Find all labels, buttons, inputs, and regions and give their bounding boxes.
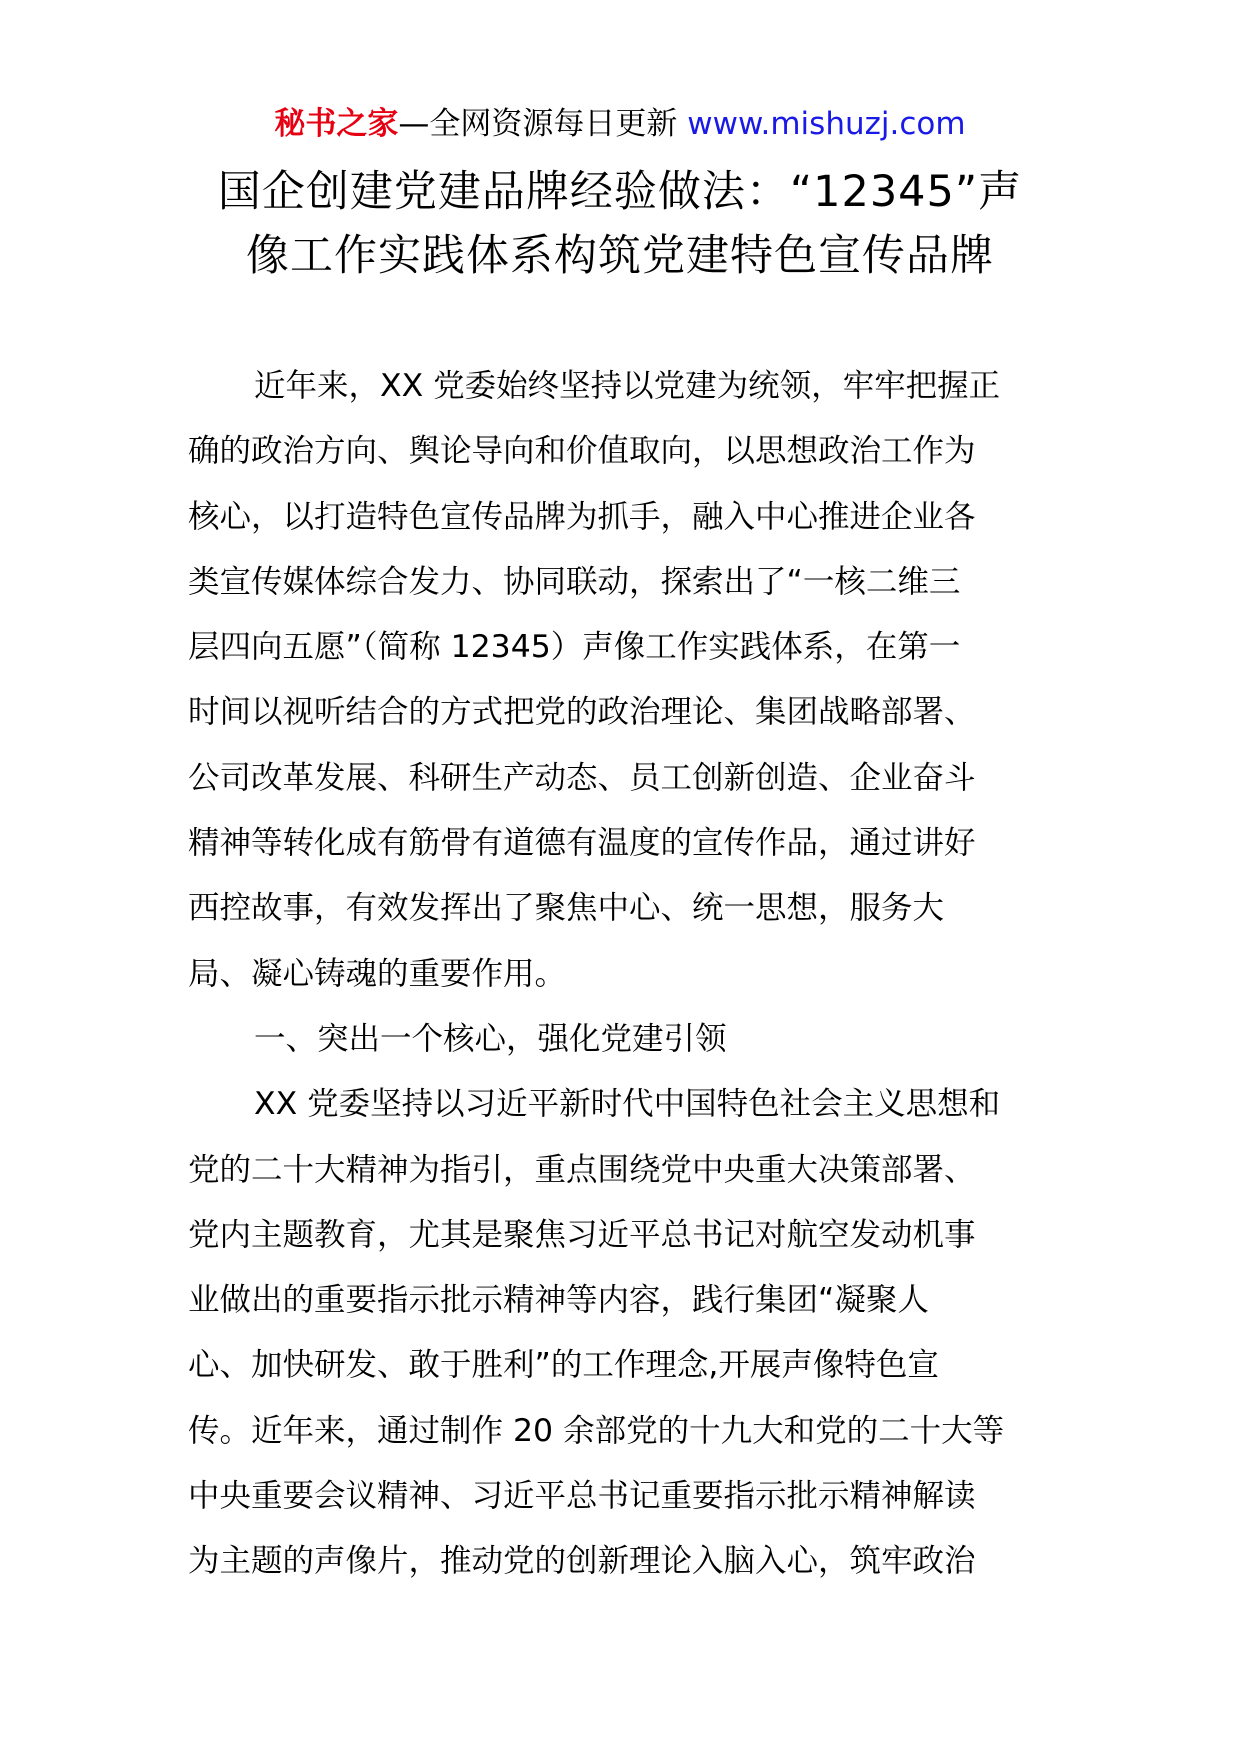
text-line: 时间以视听结合的方式把党的政治理论、集团战略部署、 xyxy=(188,694,976,731)
site-header xyxy=(0,100,1240,148)
document-body xyxy=(188,354,1050,1595)
text-line: 精神等转化成有筋骨有道德有温度的宣传作品，通过讲好 xyxy=(188,825,976,862)
site-url[interactable]: www.mishuzj.com xyxy=(687,106,966,142)
section-heading xyxy=(188,1007,1050,1072)
text-line: 中央重要会议精神、习近平总书记重要指示批示精神解读 xyxy=(188,1478,976,1515)
brand-name: 秘书之家 xyxy=(274,106,399,142)
title-line-2: 像工作实践体系构筑党建特色宣传品牌 xyxy=(246,231,994,281)
title-line-1: 国企创建党建品牌经验做法：“12345”声 xyxy=(217,167,1023,217)
text-line: 确的政治方向、舆论导向和价值取向，以思想政治工作为 xyxy=(188,433,976,470)
text-line: 核心，以打造特色宣传品牌为抓手，融入中心推进企业各 xyxy=(188,498,976,535)
text-line: 层四向五愿”（简称 12345）声像工作实践体系，在第一 xyxy=(188,629,961,666)
text-line: 类宣传媒体综合发力、协同联动，探索出了“一核二维三 xyxy=(188,563,961,600)
text-line: 党内主题教育，尤其是聚焦习近平总书记对航空发动机事 xyxy=(188,1216,976,1253)
text-line: 为主题的声像片，推动党的创新理论入脑入心，筑牢政治 xyxy=(188,1543,976,1580)
text-line: XX 党委坚持以习近平新时代中国特色社会主义思想和 xyxy=(254,1086,1001,1123)
text-line: 近年来，XX 党委始终坚持以党建为统领，牢牢把握正 xyxy=(254,368,1001,404)
intro-paragraph xyxy=(188,354,1050,1007)
text-line: 传。近年来，通过制作 20 余部党的十九大和党的二十大等 xyxy=(188,1412,1005,1449)
text-line: 业做出的重要指示批示精神等内容，践行集团“凝聚人 xyxy=(188,1282,929,1319)
text-line: 党的二十大精神为指引，重点围绕党中央重大决策部署、 xyxy=(188,1151,976,1188)
text-line: 局、凝心铸魂的重要作用。 xyxy=(188,955,567,992)
section-heading-text: 一、突出一个核心，强化党建引领 xyxy=(254,1020,727,1057)
document-title xyxy=(150,160,1090,288)
text-line: 公司改革发展、科研生产动态、员工创新创造、企业奋斗 xyxy=(188,759,976,796)
text-line: 心、加快研发、敢于胜利”的工作理念,开展声像特色宣 xyxy=(188,1347,939,1384)
section-paragraph xyxy=(188,1072,1050,1594)
text-line: 西控故事，有效发挥出了聚焦中心、统一思想，服务大 xyxy=(188,890,945,927)
site-tagline: —全网资源每日更新 xyxy=(398,106,688,142)
